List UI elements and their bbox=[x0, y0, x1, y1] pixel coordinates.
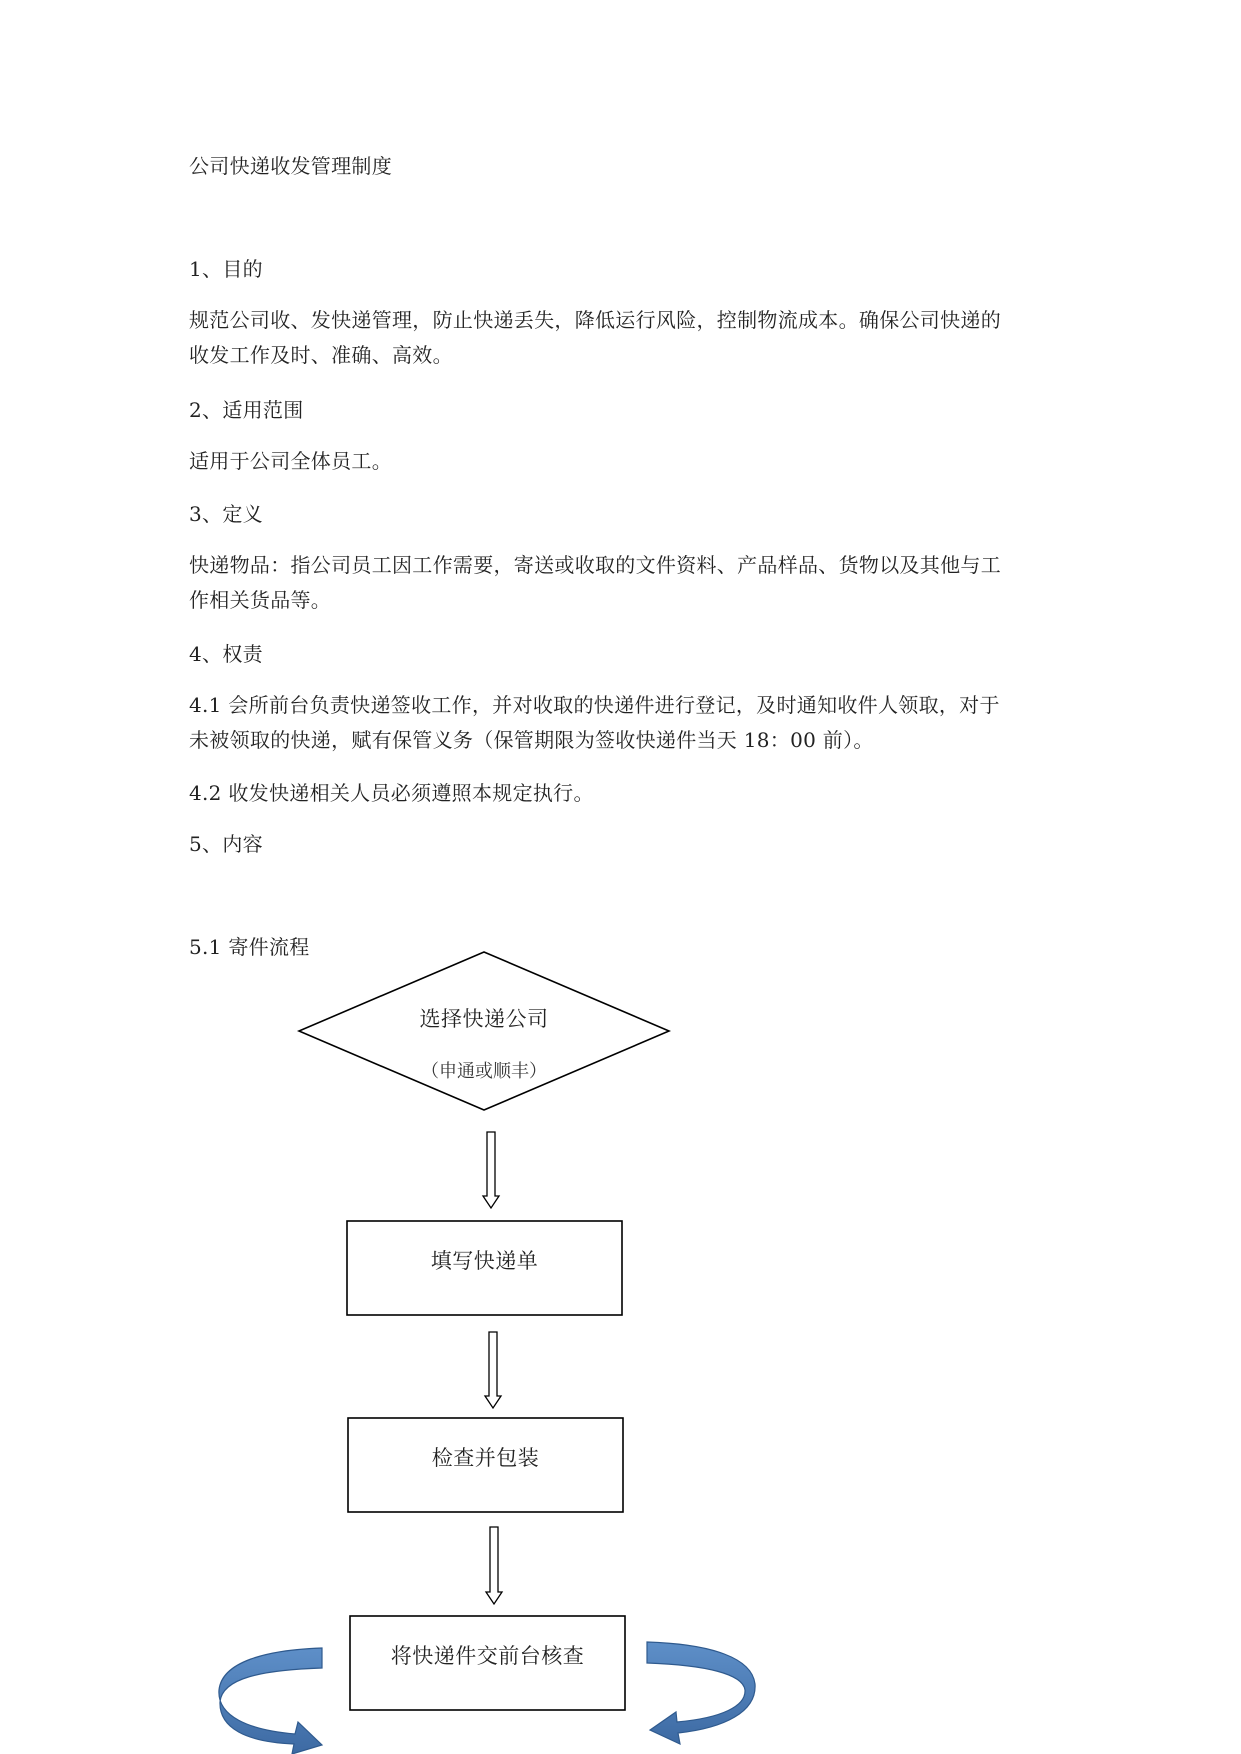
down-arrow-1-icon bbox=[483, 1132, 499, 1208]
section-2-body: 适用于公司全体员工。 bbox=[189, 449, 392, 473]
section-4-2-body: 4.2 收发快递相关人员必须遵照本规定执行。 bbox=[189, 781, 594, 805]
section-1-body-line-2: 收发工作及时、准确、高效。 bbox=[189, 343, 453, 367]
section-1-body-line-1: 规范公司收、发快递管理，防止快递丢失，降低运行风险，控制物流成本。确保公司快递的 bbox=[189, 308, 1001, 332]
section-4-heading: 4、权责 bbox=[189, 642, 263, 666]
left-curved-arrow-icon bbox=[219, 1648, 322, 1754]
section-5-heading: 5、内容 bbox=[189, 832, 263, 856]
document-title: 公司快递收发管理制度 bbox=[189, 154, 392, 178]
section-3-body-line-2: 作相关货品等。 bbox=[189, 588, 332, 612]
decision-sublabel-clipped bbox=[384, 1054, 584, 1062]
section-1-heading: 1、目的 bbox=[189, 257, 263, 281]
section-4-1-body-line-2: 未被领取的快递，赋有保管义务（保管期限为签收快递件当天 18：00 前）。 bbox=[189, 728, 874, 752]
step-3-label: 将快递件交前台核查 bbox=[390, 1644, 585, 1668]
step-1-label: 填写快递单 bbox=[430, 1249, 539, 1273]
step-2-label: 检查并包装 bbox=[431, 1446, 540, 1470]
section-5-1-heading: 5.1 寄件流程 bbox=[189, 935, 310, 959]
section-2-heading: 2、适用范围 bbox=[189, 398, 304, 422]
section-3-heading: 3、定义 bbox=[189, 502, 263, 526]
down-arrow-2-icon bbox=[485, 1332, 501, 1408]
section-4-1-body-line-1: 4.1 会所前台负责快递签收工作，并对收取的快递件进行登记，及时通知收件人领取，对于 bbox=[189, 693, 1000, 717]
right-curved-arrow-icon bbox=[647, 1642, 755, 1744]
section-3-body-line-1: 快递物品：指公司员工因工作需要，寄送或收取的文件资料、产品样品、货物以及其他与工 bbox=[189, 553, 1001, 577]
decision-label: 选择快递公司 bbox=[419, 1007, 549, 1031]
down-arrow-3-icon bbox=[486, 1527, 502, 1604]
